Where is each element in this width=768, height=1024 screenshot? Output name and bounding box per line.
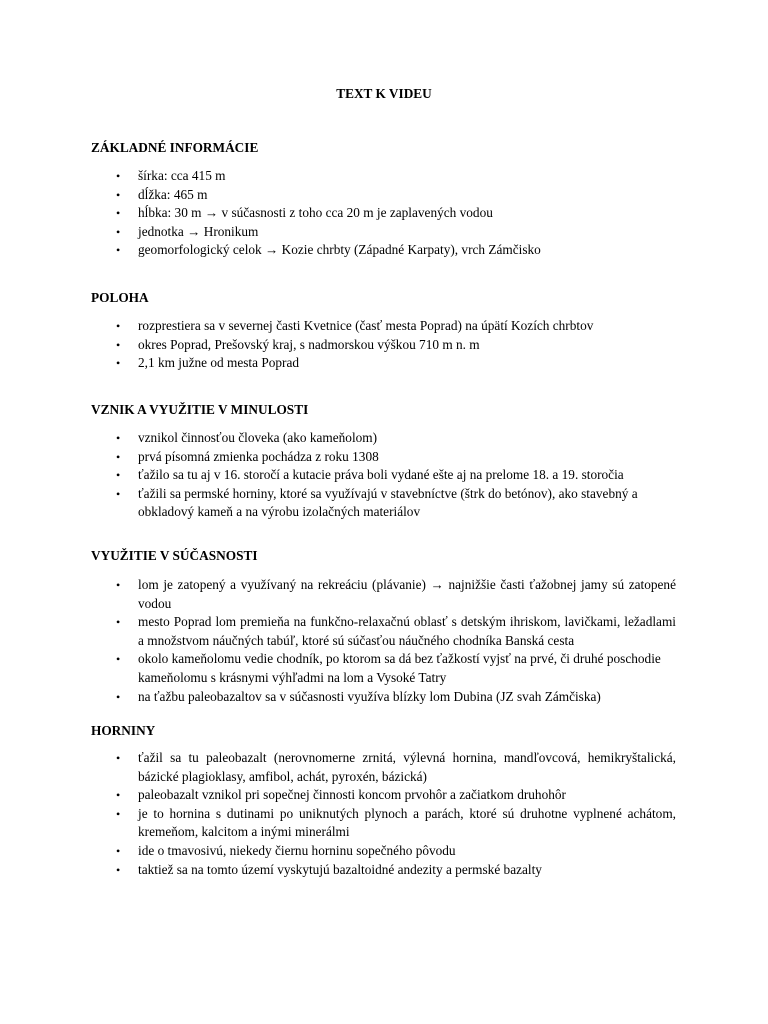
bullet-icon: • [116, 578, 121, 592]
list-item: • taktiež sa na tomto území vyskytujú bazaltoidné andezity a permské bazalty [0, 861, 676, 880]
bullet-icon: • [116, 356, 121, 371]
bullet-icon: • [116, 843, 121, 858]
bullet-icon: • [116, 615, 121, 630]
list-item: • ide o tmavosivú, niekedy čiernu horninu sopečného pôvodu [0, 842, 676, 861]
list-item: • ťažil sa tu paleobazalt (nerovnomerne zrnitá, výlevná hornina, mandľovcová, hemikryštalická, bázické plagioklasy, amfibol, achát, pyroxén, bázická) [116, 750, 676, 784]
bullet-icon: • [116, 689, 121, 704]
list-item: • paleobazalt vznikol pri sopečnej činnosti koncom prvohôr a začiatkom druhohôr [0, 786, 676, 805]
list-item: • prvá písomná zmienka pochádza z roku 1308 [0, 448, 676, 467]
section-heading-poloha: POLOHA [91, 290, 149, 305]
bullet-icon: • [116, 449, 121, 464]
bullet-icon: • [116, 206, 121, 221]
bullet-icon: • [116, 806, 121, 821]
bullet-icon: • [116, 187, 121, 202]
list-item: • ťažili sa permské horniny, ktoré sa využívajú v stavebníctve (štrk do betónov), ako stavebný a obkladový kameň a na výrobu izolačných materiálov [116, 485, 638, 520]
list-item: • na ťažbu paleobazaltov sa v súčasnosti využíva blízky lom Dubina (JZ svah Zámčiska) [0, 688, 676, 707]
bullet-list [0, 317, 768, 373]
list-item: • jednotka → Hronikum [0, 223, 676, 242]
list-item: • vznikol činnosťou človeka (ako kameňolom) [0, 429, 676, 448]
bullet-icon: • [116, 169, 121, 183]
list-item: • lom je zatopený a využívaný na rekreáciu (plávanie) → najnižšie časti ťažobnej jamy sú zatopené vodou [116, 577, 676, 611]
bullet-icon: • [116, 486, 121, 501]
bullet-icon: • [116, 431, 121, 445]
section-heading-vznik-a-vyuzitie: VZNIK A VYUŽITIE V MINULOSTI [91, 402, 309, 417]
list-item: • ťažilo sa tu aj v 16. storočí a kutacie práva boli vydané ešte aj na prelome 18. a 19. storočia [0, 466, 676, 485]
bullet-icon: • [116, 652, 121, 667]
list-item: • okolo kameňolomu vedie chodník, po ktorom sa dá bez ťažkostí vyjsť na prvé, či druhé poschodie kameňolomu s krásnymi výhľadmi na lom a Vysoké Tatry [116, 651, 661, 685]
bullet-list [0, 576, 768, 706]
bullet-icon: • [116, 862, 121, 877]
bullet-icon: • [116, 243, 121, 258]
list-item: • rozprestiera sa v severnej časti Kvetnice (časť mesta Poprad) na úpätí Kozích chrbtov [0, 317, 676, 336]
bullet-icon: • [116, 788, 121, 803]
list-item: • je to hornina s dutinami po uniknutých plynoch a parách, ktoré sú druhotne vyplnené achátom, kremeňom, kalcitom a inými minerálmi [116, 805, 676, 840]
bullet-list [0, 167, 768, 260]
bullet-list [0, 749, 768, 879]
bullet-icon: • [116, 319, 121, 333]
section-heading-zakladne-informacie: ZÁKLADNÉ INFORMÁCIE [91, 140, 259, 155]
bullet-list [0, 429, 768, 522]
bullet-icon: • [116, 468, 121, 483]
section-heading-horniny: HORNINY [91, 723, 156, 738]
bullet-icon: • [116, 751, 121, 765]
list-item: • šírka: cca 415 m [0, 167, 676, 186]
list-item: • geomorfologický celok → Kozie chrbty (Západné Karpaty), vrch Zámčisko [0, 241, 676, 260]
list-item: • mesto Poprad lom premieňa na funkčno-relaxačnú oblasť s detským ihriskom, lavičkami, ležadlami a množstvom náučných tabúľ, ktoré sú súčasťou náučného chodníka Banská cesta [116, 614, 676, 648]
list-item: • 2,1 km južne od mesta Poprad [0, 354, 676, 373]
list-item: • hĺbka: 30 m → v súčasnosti z toho cca 20 m je zaplavených vodou [0, 204, 676, 223]
list-item: • dĺžka: 465 m [0, 186, 676, 205]
bullet-icon: • [116, 337, 121, 352]
section-heading-vyuzitie-v-sucasnosti: VYUŽITIE V SÚČASNOSTI [91, 548, 258, 563]
bullet-icon: • [116, 224, 121, 239]
document-title: TEXT K VIDEU [336, 86, 432, 101]
list-item: • okres Poprad, Prešovský kraj, s nadmorskou výškou 710 m n. m [0, 336, 676, 355]
